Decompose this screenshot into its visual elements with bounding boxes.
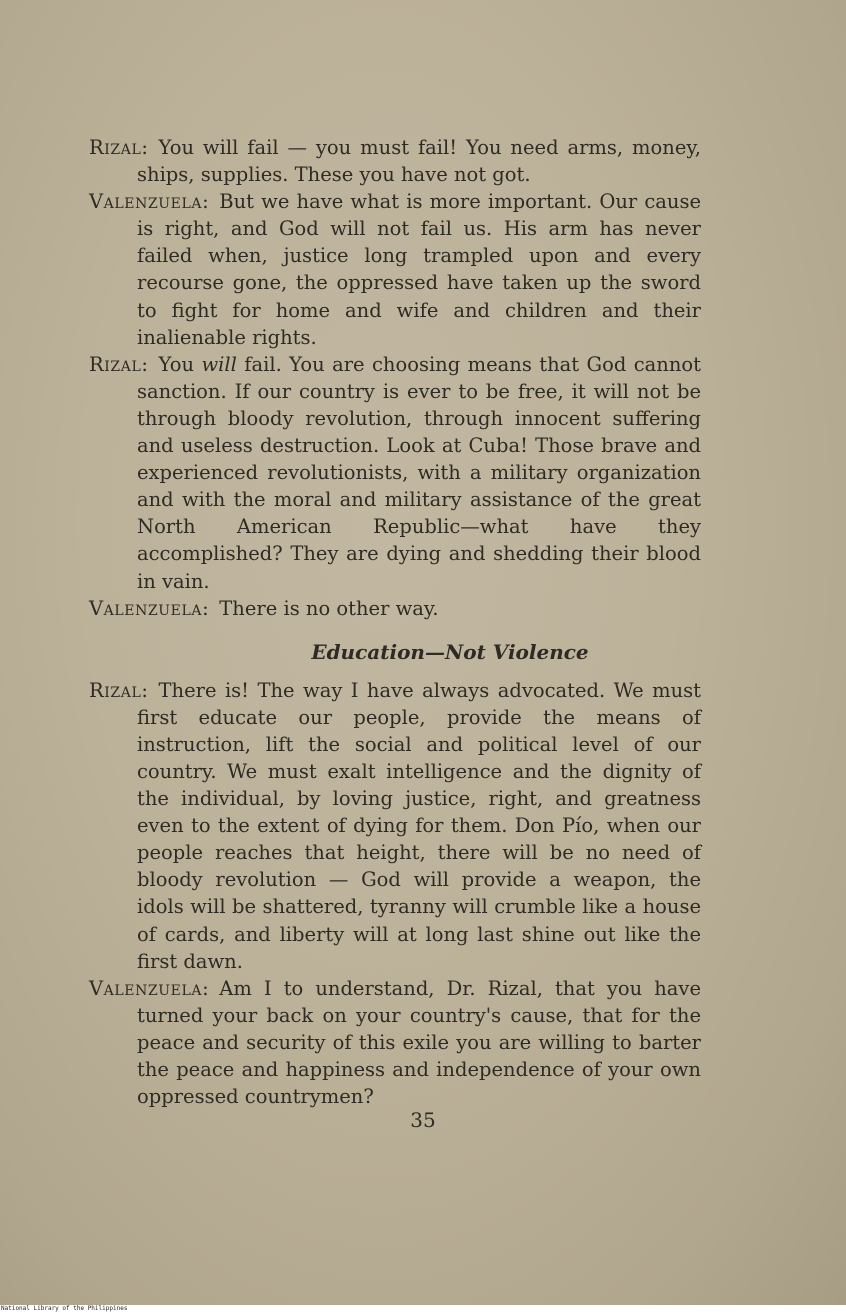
speech-text: There is no other way. xyxy=(219,596,439,620)
speech-valenzuela-3 xyxy=(89,975,701,1110)
speech-text: Am I to understand, Dr. Rizal, that you have turned your back on your country's cause, that for the peace and security of this exile you are willing to barter the peace and happiness and independence of your own oppressed countrymen? xyxy=(137,976,701,1109)
speech-text: fail. You are choosing means that God cannot sanction. If our country is ever to be free, it will not be through bloody revolution, through innocent suffering and useless destruction. Look at Cuba! Those brave and experienced revolutionists, with a military organization and with the moral and military assistance of the great North American Republic—what have they accomplished? They are dying and shedding their blood in vain. xyxy=(137,352,701,593)
section-heading: Education—Not Violence xyxy=(311,639,589,664)
speech-text: You will fail — you must fail! You need arms, money, ships, supplies. These you have not got. xyxy=(137,136,701,187)
speaker-label: Rizal: xyxy=(89,352,149,376)
speech-text: There is! The way I have always advocated. We must first educate our people, provide the means of instruction, lift the social and political level of our country. We must exalt intelligence and the dignity of the individual, by loving justice, right, and greatness even to the extent of dying for them. Don Pío, when our people reaches that height, there will be no need of bloody revolution — God will provide a weapon, the idols will be shattered, tyranny will crumble like a house of cards, and liberty will at long last shine out like the first dawn. xyxy=(137,678,701,973)
page-body xyxy=(89,134,701,1110)
footer-credit: National Library of the Philippines xyxy=(0,1305,846,1313)
speech-rizal-3 xyxy=(89,677,701,975)
speech-text: But we have what is more important. Our cause is right, and God will not fail us. His arm has never failed when, justice long trampled upon and every recourse gone, the oppressed have taken up the sword to fight for home and wife and children and their inalienable rights. xyxy=(137,190,701,349)
speaker-label: Rizal: xyxy=(89,678,149,702)
speaker-label: Valenzuela: xyxy=(89,596,210,620)
speech-rizal-2 xyxy=(89,351,701,595)
speech-emphasis: will xyxy=(201,352,237,376)
speech-valenzuela-1 xyxy=(89,188,701,351)
page-number: 35 xyxy=(410,1108,436,1132)
speaker-label: Valenzuela: xyxy=(89,976,210,1000)
speech-rizal-1 xyxy=(89,134,701,188)
speaker-label: Valenzuela: xyxy=(89,190,210,214)
speech-text-lead: You xyxy=(158,352,202,376)
speaker-label: Rizal: xyxy=(89,136,149,159)
speech-valenzuela-2 xyxy=(89,595,701,622)
